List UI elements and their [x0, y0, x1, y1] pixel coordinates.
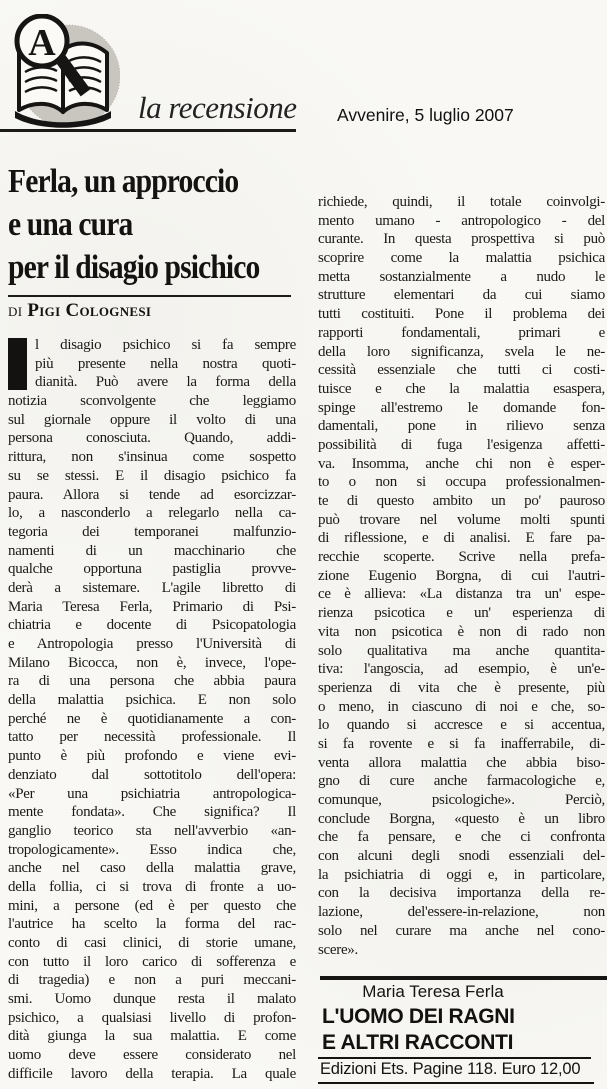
body-line: l'autrice ha scelto la forma del rac- [8, 916, 296, 933]
body-line: con tutto il loro carico di sofferenza e [8, 953, 296, 970]
book-title [322, 1004, 515, 1055]
body-line: tatto per necessità professionale. Il [8, 729, 296, 746]
body-line: namenti di un macchinario che [8, 542, 296, 559]
body-line: curante. In questa prospettiva si può [318, 231, 605, 248]
body-line: si fa rovente e si fa inafferrabile, di- [318, 735, 605, 752]
body-line: va. Insomma, anche chi non è esper- [318, 455, 605, 472]
body-line: notizia sconvolgente che leggiamo [8, 393, 296, 410]
body-line: mente fondata». Che significa? Il [8, 804, 296, 821]
byline-prefix: di [8, 300, 23, 321]
left-column-lines [8, 336, 296, 1084]
body-line: anche nel caso della malattia grave, [8, 860, 296, 877]
body-line: sperienza di vita che è presente, più [318, 679, 605, 696]
body-line: perché ne è quotidianamente a con- [8, 710, 296, 727]
body-line: te di questo ambito un po' pauroso [318, 493, 605, 509]
book-title-line: L'UOMO DEI RAGNI [322, 1005, 515, 1028]
book-author: Maria Teresa Ferla [362, 982, 504, 1001]
body-line: Milano Bicocca, non è, invece, l'ope- [8, 654, 296, 671]
body-line: la psichiatria di oggi e, in particolare, [318, 866, 605, 883]
body-line: ce è allieva: «La distanza tra un' espe- [318, 586, 605, 603]
body-line: tiva: l'angoscia, ad esempio, è un'e- [318, 661, 605, 678]
body-line: scere». [318, 941, 358, 958]
body-line: può trovare nel volume molti spunti [318, 511, 605, 528]
body-line: ganglio teorico sta nell'avverbio «an- [8, 822, 296, 839]
body-line: qualche opportuna pastiglia provve- [8, 561, 296, 578]
body-line: solo qualitativa ma anche quantita- [318, 642, 605, 659]
source-date: Avvenire, 5 luglio 2007 [337, 105, 514, 125]
body-line: tuisce e che la malattia esaspera, [318, 380, 605, 397]
body-line: punto è più profondo e viene evi- [8, 748, 296, 765]
body-line: possibilità di fuga l'esigenza affetti- [318, 436, 605, 453]
header-rule [0, 129, 296, 132]
body-line: damentali, pone in rilievo senza [318, 418, 605, 435]
bookbox-mid-rule [318, 1057, 591, 1059]
body-line: richiede, quindi, il totale coinvolgi- [318, 194, 605, 210]
body-line: comunque, psicologiche». Perciò, [318, 792, 605, 808]
article-column-right [318, 193, 605, 959]
body-line: dianità. Può avere la forma della [35, 374, 296, 391]
body-line: solo nel curare ma anche nel cono- [318, 922, 605, 939]
body-line: smi. Uomo dunque resta il malato [8, 991, 296, 1008]
body-line: lo, a nasconderlo a relegarlo nella ca- [8, 505, 296, 522]
body-line: chiatria e docente di Psicopatologia [8, 617, 296, 634]
body-line: dità giunga la sua malattia. E come [8, 1028, 296, 1045]
body-line: della loro significanza, svela le ne- [318, 343, 605, 360]
body-line: metta sostanzialmente a nudo le [318, 268, 605, 285]
body-line: persona conosciuta. Quando, addi- [8, 430, 296, 447]
headline-line: Ferla, un approccio [8, 163, 239, 200]
bookbox-top-rule [320, 976, 607, 980]
body-line: della follia, ci si trova di fronte a uo- [8, 878, 296, 895]
body-line: o meno, in ciascuno di noi e che, so- [318, 698, 605, 715]
body-line: recchie scoperte. Scrive nella prefa- [318, 549, 605, 566]
body-line: rienza psicotica e un' esperienza di [318, 605, 605, 622]
byline-rule [8, 295, 291, 297]
headline-line: e una cura [8, 206, 133, 243]
body-line: scoprire come la malattia psichica [318, 250, 605, 267]
body-line: «Per una psichiatria antropologica- [8, 785, 296, 802]
logo-letter: A [28, 22, 56, 64]
body-line: conclude Borgna, «questo è un libro [318, 810, 605, 827]
headline [8, 160, 308, 289]
body-line: mini, a persone (ed è per questo che [8, 897, 296, 914]
bookbox-bottom-rule [318, 1082, 594, 1084]
book-publisher-line: Edizioni Ets. Pagine 118. Euro 12,00 [320, 1060, 581, 1078]
body-line: su se stessi. E il disagio psichico fa [8, 467, 296, 484]
body-line: più presente nella nostra quoti- [35, 355, 296, 372]
drop-cap: I [8, 338, 27, 390]
body-line: rapporti fondamentali, primari e [318, 324, 605, 341]
body-line: di riflessione, e di analisi. E fare pa- [318, 530, 605, 547]
body-line: paura. Allora si tende ad esorcizzar- [8, 486, 296, 503]
right-column-lines [318, 193, 605, 959]
body-line: cessità essenziale che tutti ci costi- [318, 362, 605, 379]
body-line: rittura, non s'insinua come sospetto [8, 449, 296, 466]
body-line: l disagio psichico si fa sempre [35, 337, 296, 353]
body-line: tropologicamente». Esso indica che, [8, 841, 296, 858]
body-line: con alcuni degli snodi essenziali del- [318, 848, 605, 865]
article-column-left [8, 336, 296, 1084]
body-line: derà a sistemare. L'agile libretto di [8, 579, 296, 596]
body-line: spinge all'estremo le domande fon- [318, 399, 605, 416]
body-line: e Antropologia presso l'Università di [8, 636, 296, 652]
body-line: Maria Teresa Ferla, Primario di Psi- [8, 598, 296, 615]
body-line: venta allora malattia che abbia biso- [318, 754, 605, 771]
body-line: zione Eugenio Borgna, di cui l'autri- [318, 567, 605, 584]
body-line: della malattia psichica. E non solo [8, 692, 296, 709]
body-line: gno di cure anche farmacologiche e, [318, 773, 605, 790]
body-line: che fa pensare, e che ci confronta [318, 829, 605, 846]
body-line: ra di una persona che abbia paura [8, 673, 296, 690]
book-title-line: E ALTRI RACCONTI [322, 1030, 514, 1054]
body-line: lo quando si accresce e si accentua, [318, 717, 605, 734]
body-line: conto di casi clinici, di storie umane, [8, 935, 296, 951]
body-line: di tragedia) e non a puri meccani- [8, 972, 296, 989]
body-line: difficile lavoro della terapia. La quale [8, 1065, 296, 1082]
section-label: la recensione [138, 90, 297, 125]
body-line: con la decisiva importanza della re- [318, 885, 605, 902]
body-line: tutti costituiti. Pone il problema dei [318, 306, 605, 323]
body-line: to o non si occupa professionalmen- [318, 474, 605, 491]
headline-line: per il disagio psichico [8, 249, 260, 286]
body-line: vita non psicotica è non di rado non [318, 623, 605, 640]
byline [8, 300, 151, 322]
body-line: psichico, a qualsiasi livello di profon- [8, 1009, 296, 1026]
body-line: denziato dal sottotitolo dell'opera: [8, 766, 296, 783]
body-line: tegoria dei temporanei malfunzio- [8, 523, 296, 540]
body-line: mento umano - antropologico - del [318, 212, 605, 229]
body-line: strutture elementari da cui siamo [318, 287, 605, 304]
body-line: lazione, del'essere-in-relazione, non [318, 904, 605, 921]
body-line: sul giornale oppure il volto di una [8, 411, 296, 428]
publication-logo-icon [6, 14, 120, 134]
byline-author: Pigi Colognesi [27, 300, 152, 321]
body-line: uomo deve essere considerato nel [8, 1047, 296, 1064]
